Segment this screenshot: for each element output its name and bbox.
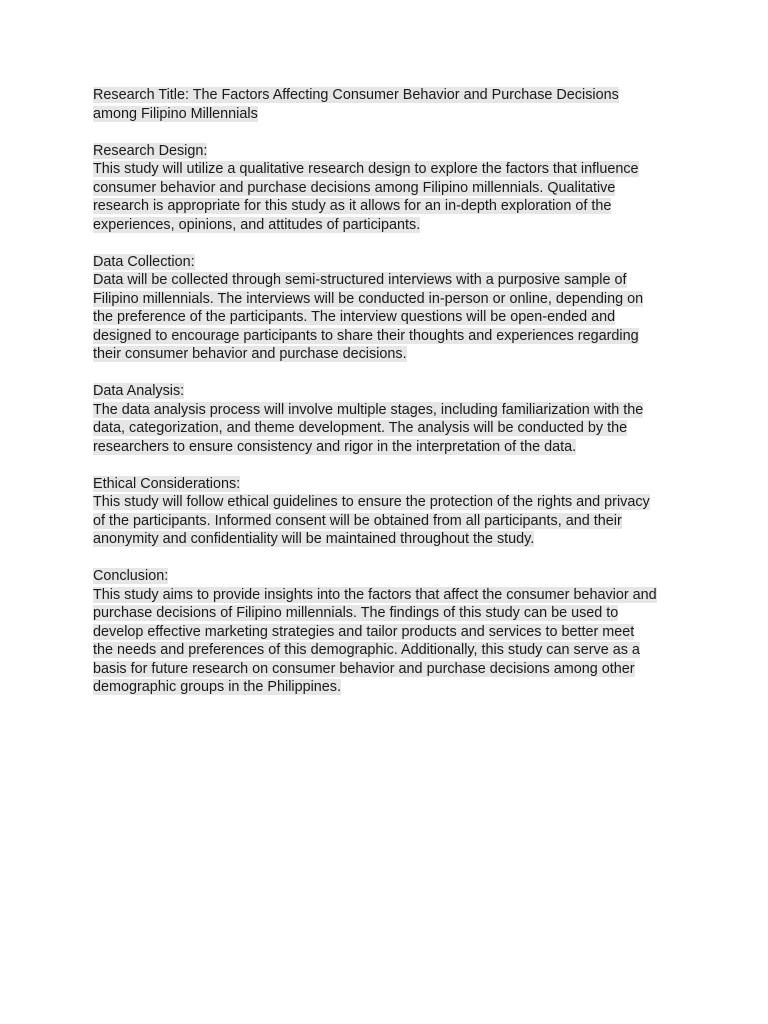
section-heading: Data Analysis: [93,383,185,399]
section-conclusion [93,567,693,697]
section-heading: Ethical Considerations: [93,475,241,492]
text-line: Filipino millennials. The interviews will be conducted in-person or online, depending on [93,290,644,307]
section-research-design [93,142,693,235]
text-line: data, categorization, and theme development. The analysis will be conducted by the [93,420,628,436]
text-line: consumer behavior and purchase decisions among Filipino millennials. Qualitative [93,179,616,196]
text-line: This study will utilize a qualitative research design to explore the factors that influence [93,161,639,177]
text-line: the needs and preferences of this demographic. Additionally, this study can serve as a [93,642,640,658]
text-line: basis for future research on consumer behavior and purchase decisions among other [93,660,635,677]
text-line: purchase decisions of Filipino millennials. The findings of this study can be used to [93,605,619,621]
text-line: research is appropriate for this study as it allows for an in-depth exploration of the [93,198,612,214]
title-line: among Filipino Millennials [93,105,258,122]
document-page [93,86,693,715]
section-data-collection [93,253,693,364]
text-line: experiences, opinions, and attitudes of participants. [93,216,421,233]
text-line: of the participants. Informed consent will be obtained from all participants, and their [93,512,622,529]
text-line: This study aims to provide insights into the factors that affect the consumer behavior and [93,586,657,603]
title-line: Research Title: The Factors Affecting Consumer Behavior and Purchase Decisions [93,87,619,103]
text-line: demographic groups in the Philippines. [93,679,341,695]
text-line: develop effective marketing strategies and tailor products and services to better meet [93,623,635,640]
section-data-analysis [93,382,693,456]
text-line: their consumer behavior and purchase decisions. [93,346,407,362]
text-line: the preference of the participants. The interview questions will be open-ended and [93,309,616,325]
section-ethical-considerations [93,475,693,549]
text-line: researchers to ensure consistency and rigor in the interpretation of the data. [93,438,577,455]
text-line: anonymity and confidentiality will be maintained throughout the study. [93,531,535,547]
research-title [93,86,693,123]
text-line: The data analysis process will involve multiple stages, including familiarization with the [93,401,644,418]
section-heading: Data Collection: [93,253,195,270]
section-heading: Conclusion: [93,568,169,584]
section-heading: Research Design: [93,142,208,159]
text-line: Data will be collected through semi-structured interviews with a purposive sample of [93,272,627,288]
text-line: This study will follow ethical guidelines to ensure the protection of the rights and privacy [93,494,650,510]
text-line: designed to encourage participants to share their thoughts and experiences regarding [93,327,639,344]
